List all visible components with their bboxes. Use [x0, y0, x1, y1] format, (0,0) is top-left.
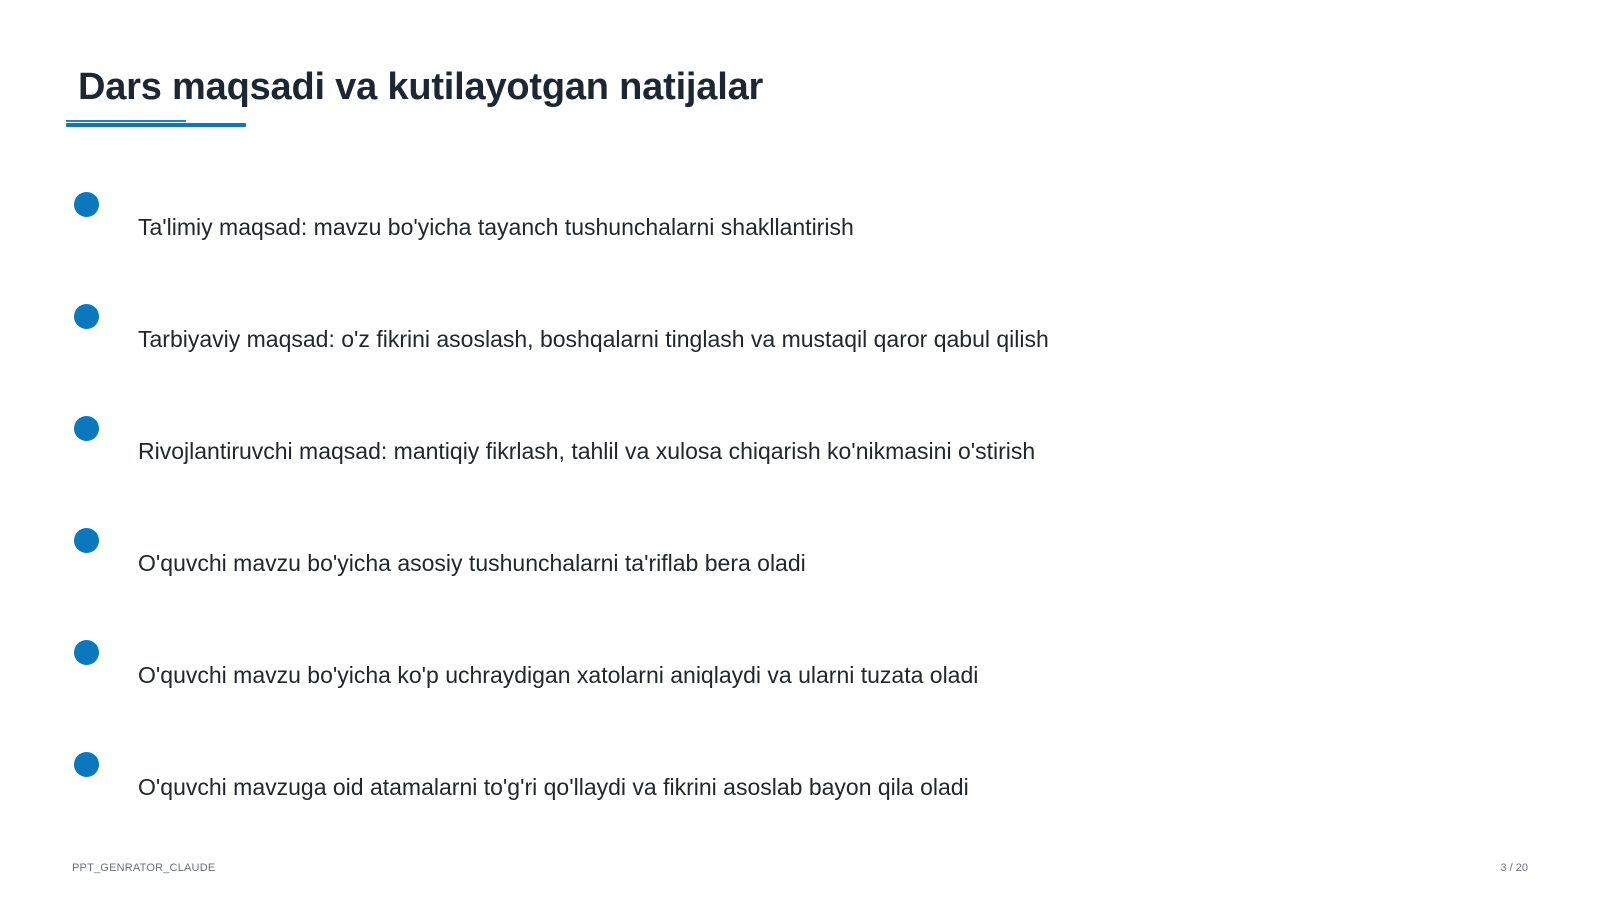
footer-label: PPT_GENRATOR_CLAUDE: [72, 862, 216, 874]
bullet-text: Rivojlantiruvchi maqsad: mantiqiy fikrlash, tahlil va xulosa chiqarish ko'nikmasini o'stirish: [138, 438, 1036, 464]
bullet-item: [0, 192, 1600, 252]
bullet-text: Ta'limiy maqsad: mavzu bo'yicha tayanch tushunchalarni shakllantirish: [138, 214, 854, 240]
bullet-dot-icon: [74, 752, 99, 777]
title-underline: [66, 123, 246, 127]
bullet-text: O'quvchi mavzu bo'yicha ko'p uchraydigan xatolarni aniqlaydi va ularni tuzata oladi: [138, 662, 979, 688]
bullet-dot-icon: [74, 304, 99, 329]
bullet-item: [0, 640, 1600, 700]
bullet-text: O'quvchi mavzu bo'yicha asosiy tushunchalarni ta'riflab bera oladi: [138, 550, 806, 576]
bullet-item: [0, 752, 1600, 812]
slide-title: Dars maqsadi va kutilayotgan natijalar: [78, 66, 764, 108]
bullet-item: [0, 304, 1600, 364]
bullet-dot-icon: [74, 528, 99, 553]
bullet-dot-icon: [74, 416, 99, 441]
bullet-dot-icon: [74, 192, 99, 217]
bullet-text: Tarbiyaviy maqsad: o'z fikrini asoslash, boshqalarni tinglash va mustaqil qaror qabul qilish: [138, 326, 1049, 352]
title-underline-thin: [66, 120, 186, 122]
bullet-dot-icon: [74, 640, 99, 665]
bullet-item: [0, 416, 1600, 476]
page-indicator: 3 / 20: [1500, 862, 1528, 874]
bullet-text: O'quvchi mavzuga oid atamalarni to'g'ri qo'llaydi va fikrini asoslab bayon qila oladi: [138, 774, 969, 800]
bullet-item: [0, 528, 1600, 588]
